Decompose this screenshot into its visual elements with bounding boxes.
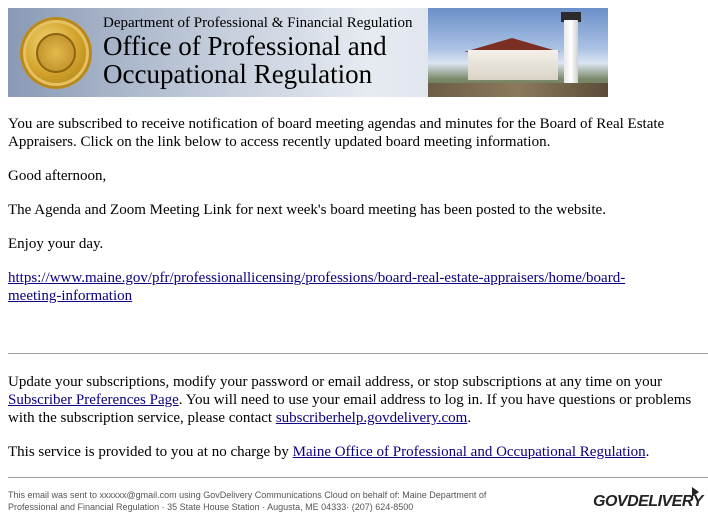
- govdelivery-logo: GOVDELIVERY: [593, 493, 703, 510]
- subscriber-help-link[interactable]: subscriberhelp.govdelivery.com: [275, 410, 468, 426]
- greeting-text: Good afternoon,: [8, 168, 107, 184]
- footer-line2: Professional and Financial Regulation · 35 State House Station · Augusta, ME 04333· (207) 624-8500: [8, 502, 414, 512]
- office-title: [103, 32, 387, 88]
- state-seal-icon: [20, 17, 92, 89]
- footer-line1: This email was sent to xxxxxx@gmail.com using GovDelivery Communications Cloud on behalf of: Maine Department of: [8, 490, 487, 500]
- divider: [8, 353, 708, 354]
- meeting-info-link[interactable]: https://www.maine.gov/pfr/professionallicensing/professions/board-real-estate-appraisers/home/board- meeting-information: [8, 270, 626, 304]
- govdelivery-mark-icon: [692, 487, 699, 497]
- header-banner: [8, 8, 608, 97]
- footer-divider: [8, 477, 708, 478]
- lighthouse-image: [428, 8, 608, 97]
- meeting-info-paragraph: [8, 269, 708, 305]
- office-title-line1: Office of Professional and: [103, 31, 387, 61]
- subscriber-preferences-link[interactable]: Subscriber Preferences Page: [8, 392, 179, 408]
- office-title-line2: Occupational Regulation: [103, 59, 373, 89]
- service-text: This service is provided to you at no charge by Maine Office of Professional and Occupational Regulation.: [8, 444, 650, 460]
- footer-text: [8, 489, 568, 513]
- department-name: Department of Professional & Financial Regulation: [103, 15, 413, 31]
- closing-text: Enjoy your day.: [8, 236, 104, 252]
- intro-text: You are subscribed to receive notification of board meeting agendas and minutes for the Board of Real Estate Appraisers. Click on the link below to access recently updated board meeting information.: [8, 116, 665, 150]
- subscription-text: Update your subscriptions, modify your password or email address, or stop subscriptions at any time on your Subscriber Preferences Page. You will need to use your email address to log in. If you have questions or problems with the subscription service, please contact subscriberhelp.govdelivery.com.: [8, 374, 692, 426]
- office-regulation-link[interactable]: Maine Office of Professional and Occupational Regulation: [292, 444, 646, 460]
- message-text: The Agenda and Zoom Meeting Link for next week's board meeting has been posted to the website.: [8, 202, 606, 218]
